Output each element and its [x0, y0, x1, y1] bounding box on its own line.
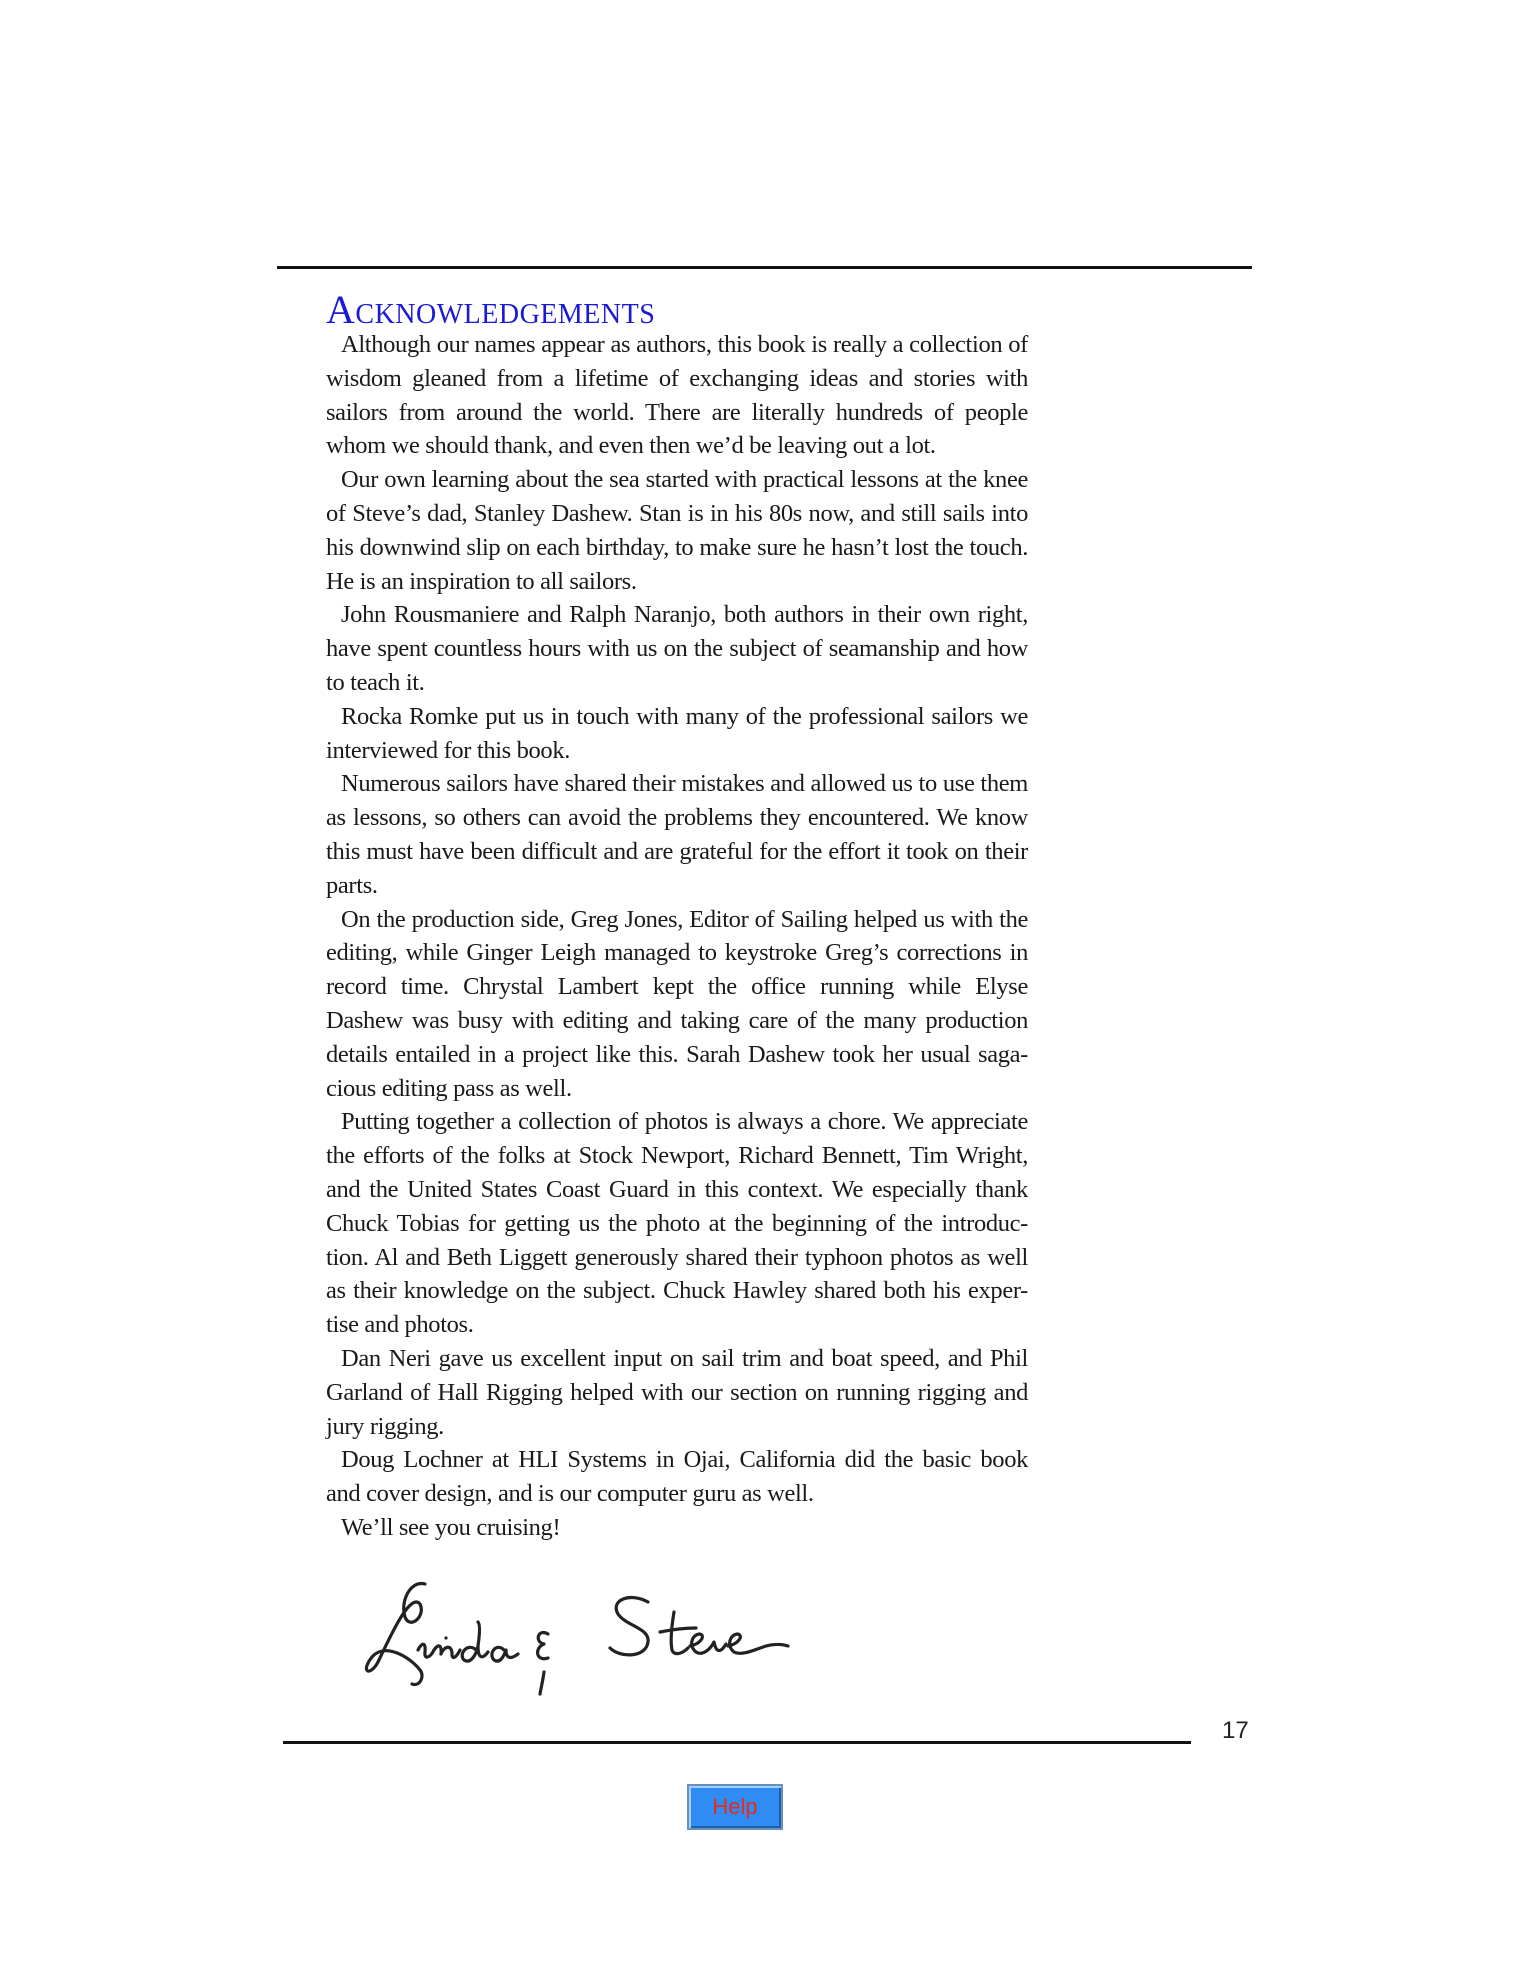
paragraph: Numerous sailors have shared their mistakes and allowed us to use them as lessons, so others can avoid the problems they encountered. We know this must have been difficult and are grateful for the effort it took on their parts.	[326, 770, 1028, 899]
page-number: 17	[1222, 1717, 1249, 1744]
top-divider	[277, 266, 1252, 269]
handwritten-signature	[330, 1562, 800, 1707]
paragraph: John Rousmaniere and Ralph Naranjo, both authors in their own right, have spent countless hours with us on the subject of seamanship and how to teach it.	[326, 601, 1028, 696]
paragraph: Doug Lochner at HLI Systems in Ojai, California did the basic book and cover design, and is our computer guru as well.	[326, 1446, 1028, 1508]
paragraph: Our own learning about the sea started with practical lessons at the knee of Steve’s dad, Stanley Dashew. Stan is in his 80s now, and still sails into his downwind slip on each birthday, to make sure he hasn’t lost the touch. He is an inspiration to all sailors.	[326, 466, 1028, 595]
paragraph: Rocka Romke put us in touch with many of the professional sailors we interviewed for this book.	[326, 702, 1028, 764]
help-button[interactable]: Help	[687, 1784, 783, 1830]
acknowledgements-body	[326, 328, 1028, 1545]
paragraph: We’ll see you cruising!	[341, 1513, 561, 1541]
bottom-divider	[283, 1741, 1191, 1744]
paragraph: On the production side, Greg Jones, Editor of Sailing helped us with the editing, while Ginger Leigh managed to keystroke Greg’s corrections in record time. Chrystal Lambert kept the office running while Elyse Dashew was busy with editing and taking care of the many production details entailed in a project like this. Sarah Dashew took her usual saga-cious editing pass as well.	[326, 905, 1028, 1102]
paragraph: Although our names appear as authors, this book is really a collection of wisdom gleaned from a lifetime of exchanging ideas and stories with sailors from around the world. There are literally hundreds of people whom we should thank, and even then we’d be leaving out a lot.	[326, 331, 1028, 460]
paragraph: Dan Neri gave us excellent input on sail trim and boat speed, and Phil Garland of Hall Rigging helped with our section on running rigging and jury rigging.	[326, 1344, 1028, 1440]
paragraph: Putting together a collection of photos is always a chore. We appreciate the efforts of the folks at Stock Newport, Richard Bennett, Tim Wright, and the United States Coast Guard in this context. We especially thank Chuck Tobias for getting us the photo at the beginning of the introduc-tion. Al and Beth Liggett generously shared their typhoon photos as well as their knowledge on the subject. Chuck Hawley shared both his exper-tise and photos.	[326, 1108, 1028, 1339]
page-title: Acknowledgements	[326, 287, 656, 332]
